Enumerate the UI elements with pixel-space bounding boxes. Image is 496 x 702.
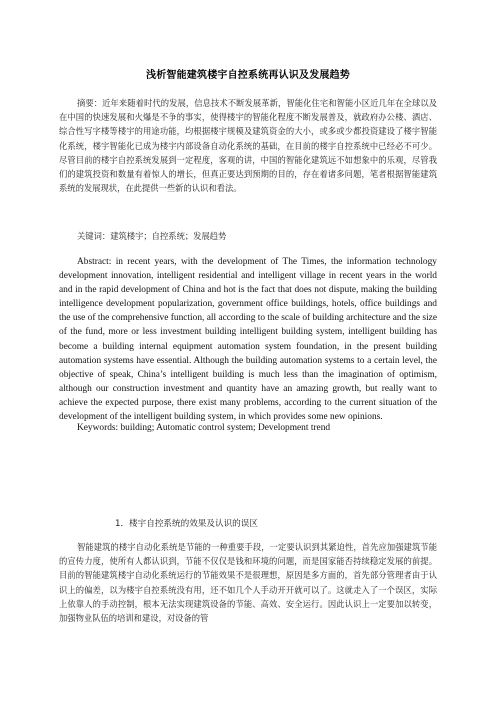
section-1-body: 智能建筑的楼宇自动化系统是节能的一种重要手段，一定要认识到其紧迫性，首先应加强建筑节能的宣传力度，使所有人都认识到，节能不仅仅是钱和环境的问题，而是国家能否持续稳定发展的前提。目前的智能建筑楼宇自动化系统运行的节能效果不是很理想，原因是多方面的，首先部分管理者由于认识上的偏差，以为楼宇自控系统没有用，还不如几个人手动开开就可以了。这就走入了一个误区，实际上依靠人的手动控制，根本无法实现建筑设备的节能、高效、安全运行。因此认识上一定要加以转变，加强物业队伍的培训和建设，对设备的管 bbox=[59, 542, 437, 624]
section-1-heading: 1．楼宇自控系统的效果及认识的误区 bbox=[115, 519, 258, 529]
keywords-english: Keywords: building; Automatic control system; Development trend bbox=[77, 423, 331, 433]
abstract-chinese: 摘要：近年来随着时代的发展，信息技术不断发展革新，智能化住宅和智能小区近几年在全球以及在中国的快速发展和火爆是不争的事实，使得楼宇的智能化程度不断发展普及，就政府办公楼、酒店、综合性写字楼等楼宇的用途功能，均根据楼宇规模及建筑资金的大小，或多或少都投资建设了楼宇智能化系统，楼宇智能化已成为楼宇内部设备自动化系统的基础，在目前的楼宇自控系统中已经必不可少。尽管目前的楼宇自控系统发展到一定程度，客观的讲，中国的智能化建筑远不如想象中的乐观，尽管我们的建筑投资和数量有着惊人的增长，但真正要达到预期的目的，存在着诸多问题，笔者根据智能建筑系统的发展现状，在此提供一些新的认识和看法。 bbox=[59, 98, 437, 194]
keywords-chinese: 关键词：建筑楼宇；自控系统；发展趋势 bbox=[77, 231, 227, 241]
abstract-english: Abstract: in recent years, with the development of The Times, the information technology development innovation, intelligent residential and intelligent village in recent years in the world and in the rapid development of China and hot is the fact that does not dispute, making the building intelligence development popularization, government office buildings, hotels, office buildings and the use of the comprehensive function, all according to the scale of building architecture and the size of the fund, more or less investment building intelligent building system, intelligent building has become a building internal equipment automation system foundation, in the present building automation systems have essential. Although the building automation systems to a certain level, the objective of speak, China’s intelligent building is much less than the imagination of optimism, although our construction investment and quantity have an amazing growth, but really want to achieve the expected purpose, there exist many problems, according to the current situation of the development of the intelligent building system, in which provides some new opinions. bbox=[59, 257, 437, 423]
paper-title: 浅析智能建筑楼宇自控系统再认识及发展趋势 bbox=[146, 70, 350, 81]
